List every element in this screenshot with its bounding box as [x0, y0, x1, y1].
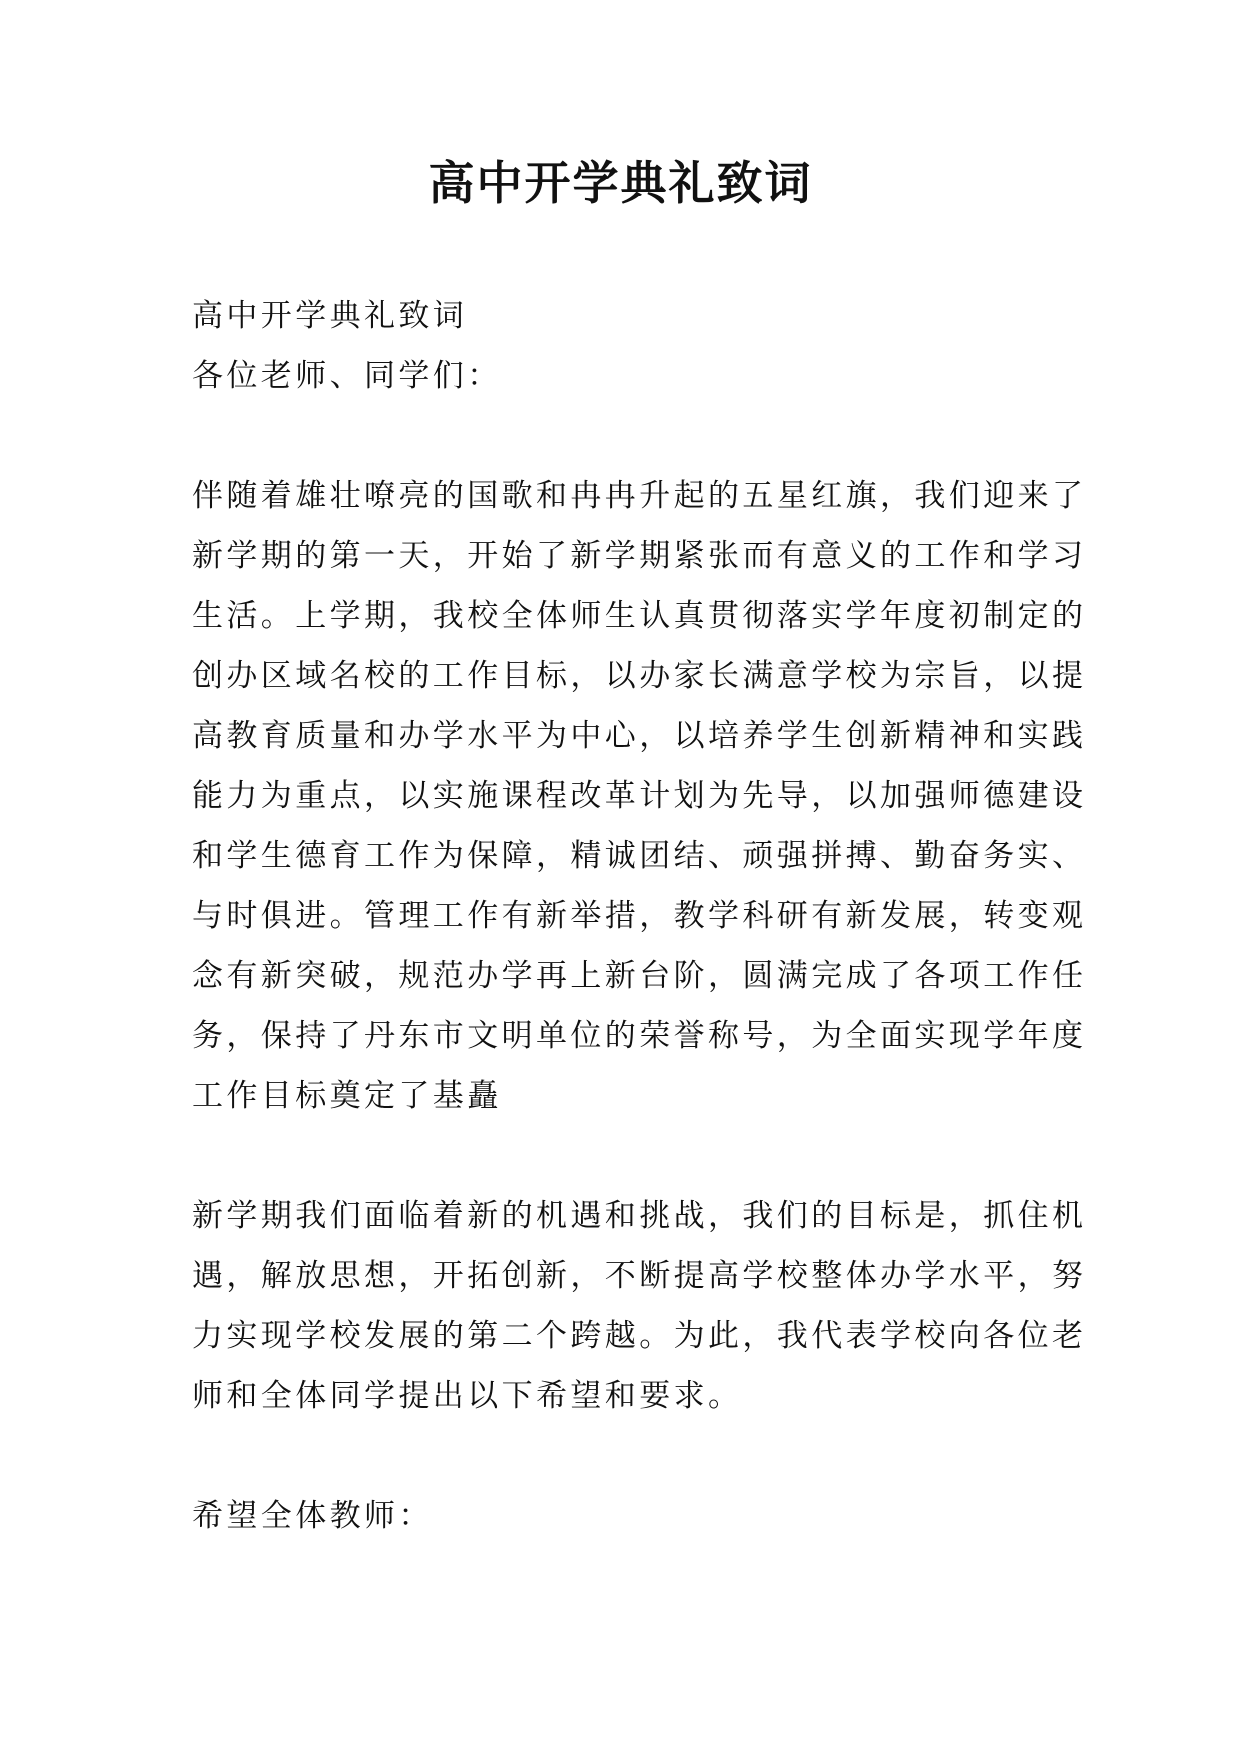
document-body — [192, 286, 1087, 1546]
paragraph-line: 和学生德育工作为保障，精诚团结、顽强拼搏、勤奋务实、 — [192, 838, 1087, 874]
paragraph-2 — [192, 1186, 1087, 1426]
paragraph-line: 伴随着雄壮嘹亮的国歌和冉冉升起的五星红旗，我们迎来了 — [192, 478, 1087, 514]
paragraph-gap — [192, 1426, 1062, 1486]
paragraph-line: 新学期的第一天，开始了新学期紧张而有意义的工作和学习 — [192, 538, 1087, 574]
closing-line: 希望全体教师： — [192, 1498, 433, 1534]
salutation: 各位老师、同学们： — [192, 358, 502, 394]
paragraph-gap — [192, 406, 1062, 466]
paragraph-line: 与时俱进。管理工作有新举措，教学科研有新发展，转变观 — [192, 898, 1087, 934]
paragraph-line: 念有新突破，规范办学再上新台阶，圆满完成了各项工作任 — [192, 958, 1087, 994]
paragraph-1 — [192, 466, 1087, 1126]
paragraph-line: 生活。上学期，我校全体师生认真贯彻落实学年度初制定的 — [192, 598, 1087, 634]
paragraph-line: 工作目标奠定了基矗 — [192, 1078, 502, 1114]
paragraph-line: 务，保持了丹东市文明单位的荣誉称号，为全面实现学年度 — [192, 1018, 1087, 1054]
paragraph-gap — [192, 1126, 1062, 1186]
paragraph-line: 高教育质量和办学水平为中心，以培养学生创新精神和实践 — [192, 718, 1087, 754]
paragraph-line: 遇，解放思想，开拓创新，不断提高学校整体办学水平，努 — [192, 1258, 1087, 1294]
document-subtitle: 高中开学典礼致词 — [192, 298, 468, 334]
paragraph-line: 师和全体同学提出以下希望和要求。 — [192, 1378, 743, 1414]
paragraph-line: 创办区域名校的工作目标，以办家长满意学校为宗旨，以提 — [192, 658, 1087, 694]
paragraph-line: 新学期我们面临着新的机遇和挑战，我们的目标是，抓住机 — [192, 1198, 1087, 1234]
paragraph-line: 力实现学校发展的第二个跨越。为此，我代表学校向各位老 — [192, 1318, 1087, 1354]
document-title: 高中开学典礼致词 — [428, 156, 813, 210]
paragraph-line: 能力为重点，以实施课程改革计划为先导，以加强师德建设 — [192, 778, 1087, 814]
